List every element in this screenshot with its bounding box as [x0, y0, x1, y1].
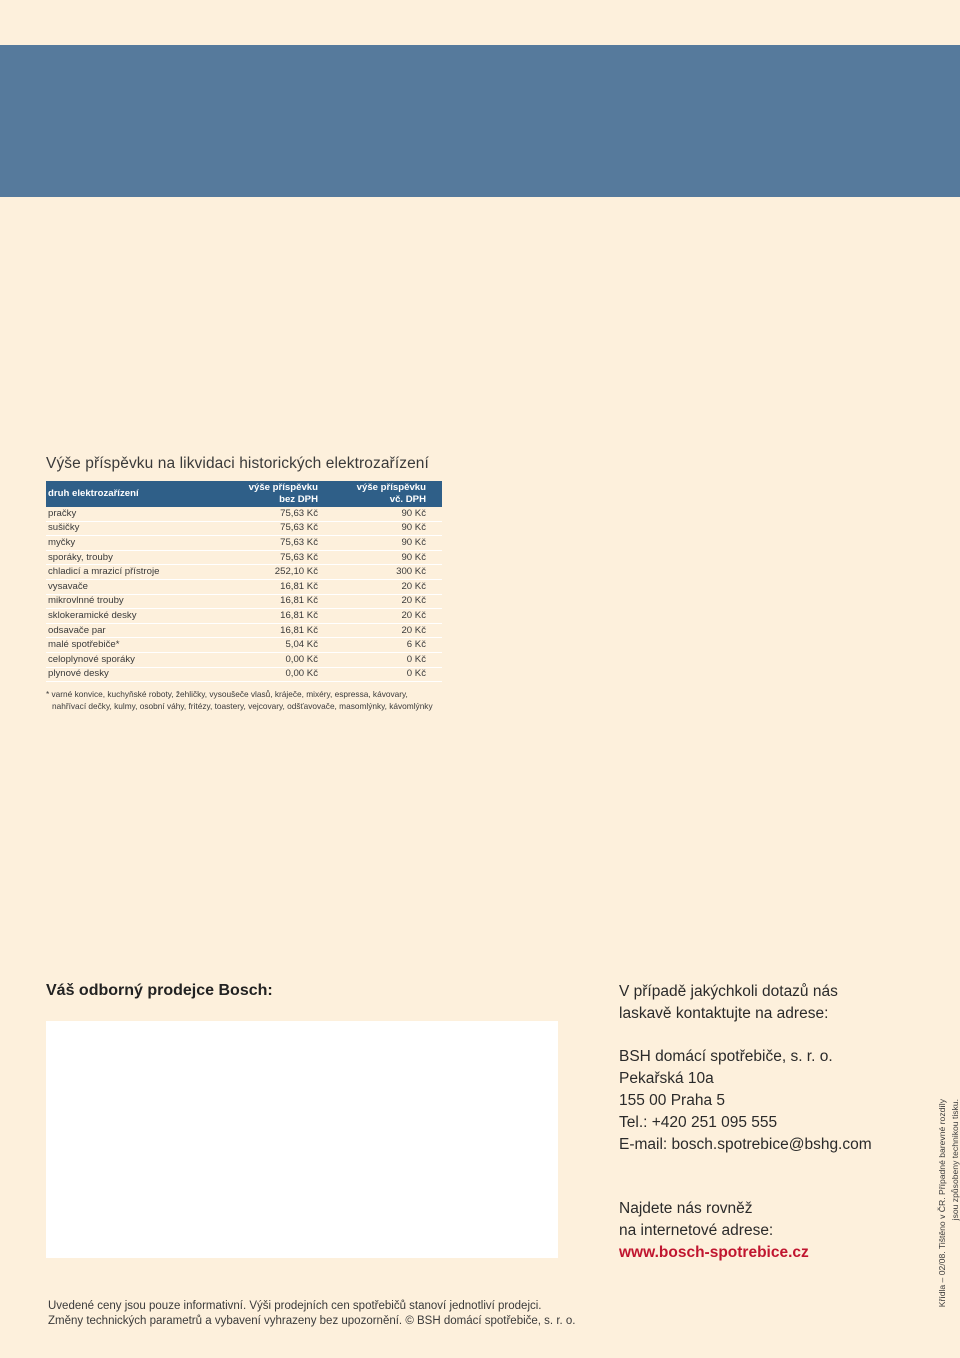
cell-gross: 6 Kč	[332, 638, 442, 653]
header-fee-gross	[332, 481, 442, 507]
table-row	[46, 507, 442, 521]
dealer-title: Váš odborný prodejce Bosch:	[46, 982, 273, 999]
header-fee-net-line1: výše příspěvku	[248, 482, 318, 493]
cell-net: 75,63 Kč	[220, 550, 332, 565]
cell-gross: 90 Kč	[332, 521, 442, 536]
cell-type: sporáky, trouby	[46, 550, 220, 565]
disclaimer-line-1: Uvedené ceny jsou pouze informativní. Výši prodejních cen spotřebičů stanoví jednotliví prodejci.	[48, 1300, 542, 1312]
cell-gross: 0 Kč	[332, 652, 442, 667]
cell-gross: 300 Kč	[332, 565, 442, 580]
cell-net: 75,63 Kč	[220, 536, 332, 551]
footnote-line-2: nahřívací dečky, kulmy, osobní váhy, fritézy, toastery, vejcovary, odšťavovače, masomlýnky, kávomlýnky	[52, 701, 433, 711]
email-address: E-mail: bosch.spotrebice@bshg.com	[619, 1136, 872, 1153]
cell-gross: 90 Kč	[332, 507, 442, 521]
cell-gross: 20 Kč	[332, 623, 442, 638]
cell-gross: 90 Kč	[332, 536, 442, 551]
cell-gross: 90 Kč	[332, 550, 442, 565]
web-intro-line-1: Najdete nás rovněž	[619, 1200, 753, 1217]
cell-type: malé spotřebiče*	[46, 638, 220, 653]
cell-type: chladicí a mrazicí přístroje	[46, 565, 220, 580]
cell-gross: 0 Kč	[332, 667, 442, 682]
cell-type: mikrovlnné trouby	[46, 594, 220, 609]
cell-type: pračky	[46, 507, 220, 521]
cell-type: celoplynové sporáky	[46, 652, 220, 667]
cell-net: 75,63 Kč	[220, 521, 332, 536]
side-note-line-1: Křídla – 02/08. Tištěno v ČR. Případné barevné rozdíly	[937, 1099, 947, 1308]
header-fee-gross-line2: vč. DPH	[389, 494, 426, 505]
street-address: Pekařská 10a	[619, 1070, 714, 1087]
header-fee-net	[220, 481, 332, 507]
cell-net: 5,04 Kč	[220, 638, 332, 653]
fee-table-title: Výše příspěvku na likvidaci historických elektrozařízení	[46, 455, 429, 472]
website-link[interactable]: www.bosch-spotrebice.cz	[619, 1244, 809, 1261]
cell-type: plynové desky	[46, 667, 220, 682]
header-fee-net-line2: bez DPH	[279, 494, 318, 505]
cell-type: sklokeramické desky	[46, 609, 220, 624]
contact-web	[619, 1198, 809, 1264]
cell-net: 252,10 Kč	[220, 565, 332, 580]
table-row	[46, 536, 442, 551]
cell-type: myčky	[46, 536, 220, 551]
contact-address	[619, 1046, 872, 1156]
small-appliances-footnote	[46, 688, 506, 712]
contact-question-line-2: laskavě kontaktujte na adrese:	[619, 1005, 829, 1022]
price-disclaimer	[48, 1299, 576, 1329]
fee-table	[46, 481, 442, 682]
cell-type: vysavače	[46, 579, 220, 594]
header-appliance-type: druh elektrozařízení	[46, 481, 220, 507]
company-name: BSH domácí spotřebiče, s. r. o.	[619, 1048, 833, 1065]
disclaimer-line-2: Změny technických parametrů a vybavení vyhrazeny bez upozornění. © BSH domácí spotřebiče, s. r. o.	[48, 1315, 576, 1327]
table-row	[46, 521, 442, 536]
cell-type: sušičky	[46, 521, 220, 536]
header-fee-gross-line1: výše příspěvku	[356, 482, 426, 493]
print-side-note	[936, 1099, 960, 1339]
cell-net: 16,81 Kč	[220, 609, 332, 624]
cell-type: odsavače par	[46, 623, 220, 638]
footnote-line-1: * varné konvice, kuchyňské roboty, žehličky, vysoušeče vlasů, kráječe, mixéry, espressa, kávovary,	[46, 689, 408, 699]
cell-gross: 20 Kč	[332, 609, 442, 624]
table-row	[46, 594, 442, 609]
web-intro-line-2: na internetové adrese:	[619, 1222, 774, 1239]
city-address: 155 00 Praha 5	[619, 1092, 726, 1109]
fee-table-header-row	[46, 481, 442, 507]
side-note-line-2: jsou způsobeny technikou tisku.	[950, 1099, 960, 1221]
table-row	[46, 667, 442, 682]
contact-question	[619, 981, 838, 1025]
cell-net: 75,63 Kč	[220, 507, 332, 521]
cell-net: 16,81 Kč	[220, 594, 332, 609]
cell-net: 16,81 Kč	[220, 623, 332, 638]
cell-net: 0,00 Kč	[220, 652, 332, 667]
table-row	[46, 638, 442, 653]
cell-net: 0,00 Kč	[220, 667, 332, 682]
table-row	[46, 579, 442, 594]
cell-gross: 20 Kč	[332, 579, 442, 594]
cell-net: 16,81 Kč	[220, 579, 332, 594]
table-row	[46, 550, 442, 565]
table-row	[46, 609, 442, 624]
contact-question-line-1: V případě jakýchkoli dotazů nás	[619, 983, 838, 1000]
top-color-band	[0, 45, 960, 197]
table-row	[46, 565, 442, 580]
dealer-stamp-box	[46, 1021, 558, 1258]
phone-number: Tel.: +420 251 095 555	[619, 1114, 778, 1131]
table-row	[46, 652, 442, 667]
cell-gross: 20 Kč	[332, 594, 442, 609]
table-row	[46, 623, 442, 638]
